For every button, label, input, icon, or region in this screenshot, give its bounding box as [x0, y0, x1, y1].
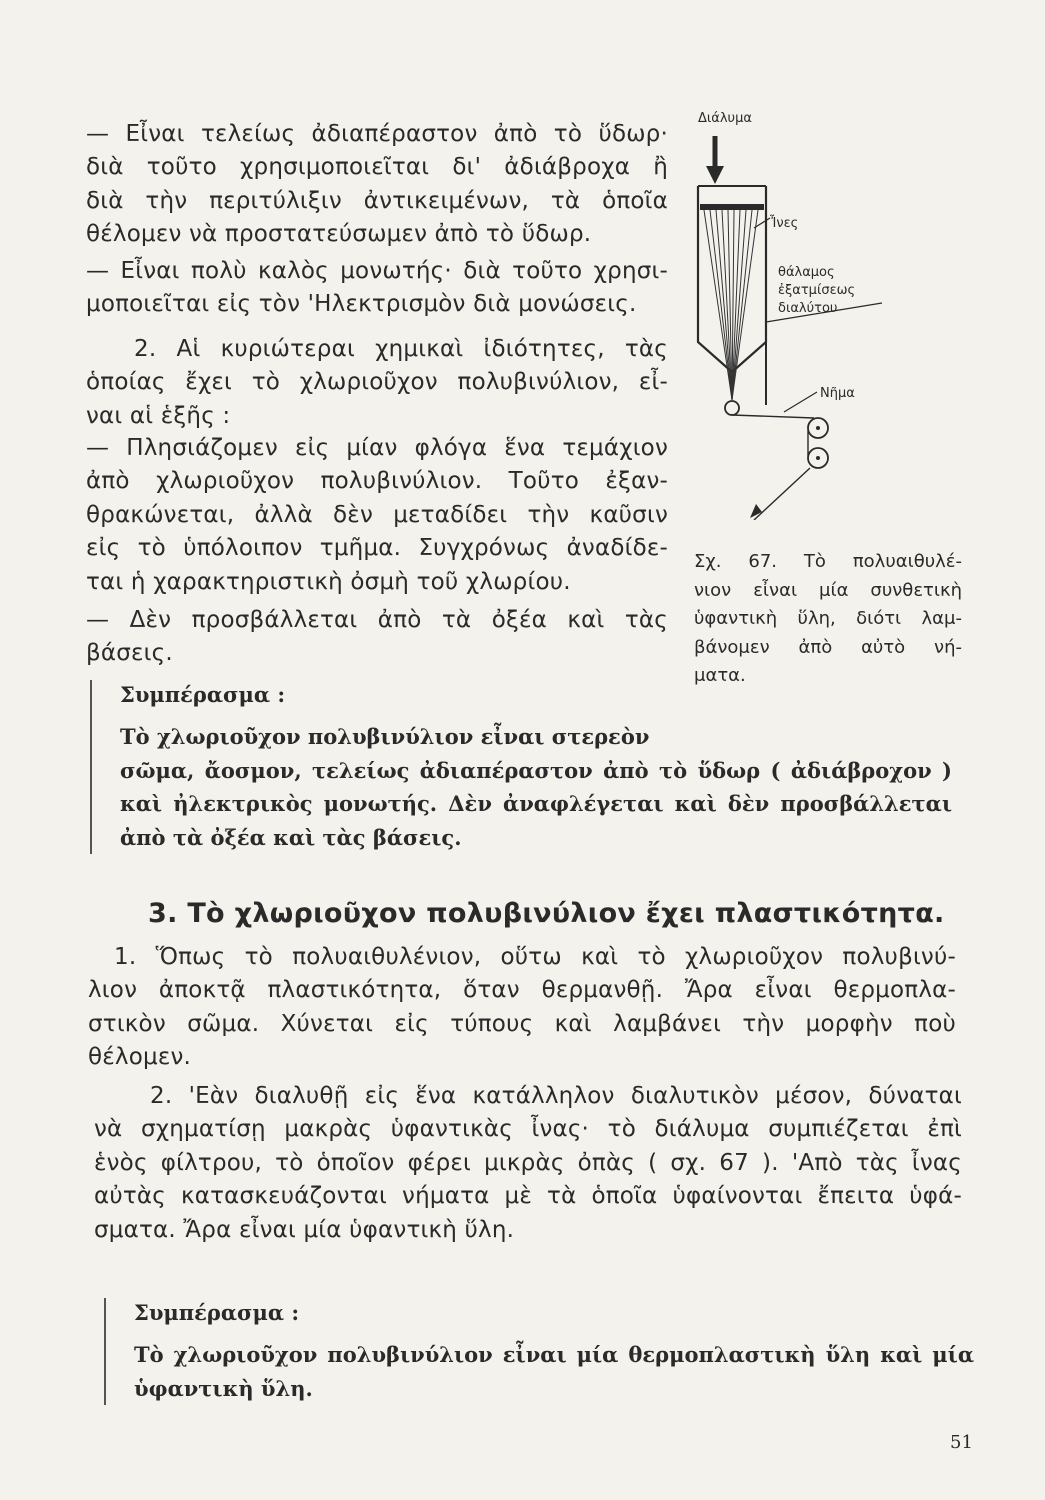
fibers-group: [704, 210, 758, 400]
text-line: θρακώνεται, ἀλλὰ δὲν μεταδίδει τὴν καῦσιν: [86, 501, 668, 528]
conclusion-box: [104, 1298, 974, 1405]
page-number: 51: [950, 1432, 973, 1453]
text-line: εἰς τὸ ὑπόλοιπον τμῆμα. Συγχρόνως ἀναδίδε-: [86, 535, 668, 562]
paragraph-chemical-properties: [86, 333, 668, 433]
guide-pulley: [725, 401, 739, 415]
text-line: ὁποίας ἔχει τὸ χλωριοῦχον πολυβινύλιον, εἶ-: [86, 369, 668, 396]
text-line: διὰ τοῦτο χρησιμοποιεῖται δι' ἀδιάβροχα ἢ: [86, 154, 668, 181]
text-line: 1. Ὅπως τὸ πολυαιθυλένιον, οὕτω καὶ τὸ χλωριοῦχον πολυβινύ-: [114, 944, 956, 970]
label-fibers: Ἶνες: [770, 216, 799, 231]
caption-line: βάνομεν ἀπὸ αὐτὸ νή-: [694, 636, 962, 658]
paragraph-acids-bases: [86, 604, 668, 671]
caption-line: Σχ. 67. Τὸ πολυαιθυλέ-: [694, 551, 962, 572]
label-chamber: διαλύτου: [778, 301, 838, 316]
thread-output: [754, 468, 810, 520]
conclusion-heading: Συμπέρασμα :: [134, 1300, 300, 1325]
text-line: 2. Αἱ κυριώτεραι χημικαὶ ἰδιότητες, τὰς: [134, 336, 668, 362]
conclusion-line: ἀπὸ τὰ ὀξέα καὶ τὰς βάσεις.: [120, 824, 462, 850]
conclusion-line: Τὸ χλωριοῦχον πολυβινύλιον εἶναι στερεὸν: [120, 724, 650, 749]
paragraph-plasticity: [88, 941, 956, 1075]
text-line: 2. 'Εὰν διαλυθῇ εἰς ἕνα κατάλληλον διαλυτικὸν μέσον, δύναται: [150, 1083, 962, 1109]
text-line: ται ἡ χαρακτηριστικὴ ὀσμὴ τοῦ χλωρίου.: [86, 568, 571, 595]
paragraph-waterproof: [86, 118, 668, 252]
text-line: σματα. Ἄρα εἶναι μία ὑφαντικὴ ὕλη.: [94, 1216, 515, 1243]
text-line: αὐτὰς κατασκευάζονται νήματα μὲ τὰ ὁποῖα ὑφαίνονται ἔπειτα ὑφά-: [94, 1183, 962, 1210]
text-line: — Πλησιάζομεν εἰς μίαν φλόγα ἕνα τεμάχιον: [86, 435, 668, 461]
thread-arrow-icon: [750, 504, 762, 518]
text-line: — Εἶναι πολὺ καλὸς μονωτής· διὰ τοῦτο χρησι-: [86, 258, 668, 284]
solution-arrow-icon: [706, 166, 724, 184]
paragraph-flame-test: [86, 432, 668, 599]
thread-line: [732, 415, 814, 418]
section-heading: 3. Τὸ χλωριοῦχον πολυβινύλιον ἔχει πλαστικότητα.: [148, 898, 945, 929]
label-chamber: θάλαμος: [778, 265, 835, 280]
text-line: ἑνὸς φίλτρου, τὸ ὁποῖον φέρει μικρὰς ὀπὰς ( σχ. 67 ). 'Απὸ τὰς ἶνας: [94, 1149, 962, 1176]
conclusion-line: Τὸ χλωριοῦχον πολυβινύλιον εἶναι μία θερμοπλαστικὴ ὕλη καὶ μία: [134, 1342, 974, 1367]
text-line: νὰ σχηματίσῃ μακρὰς ὑφαντικὰς ἶνας· τὸ διάλυμα συμπιέζεται ἐπὶ: [94, 1116, 962, 1143]
text-line: μοποιεῖται εἰς τὸν 'Ηλεκτρισμὸν διὰ μονώσεις.: [86, 291, 637, 318]
text-line: ναι αἱ ἑξῆς :: [86, 402, 231, 429]
caption-line: νιον εἶναι μία συνθετικὴ: [694, 579, 962, 601]
conclusion-line: σῶμα, ἄοσμον, τελείως ἀδιαπέραστον ἀπὸ τὸ ὕδωρ ( ἀδιάβροχον ): [120, 757, 952, 783]
text-line: λιον ἀποκτᾷ πλαστικότητα, ὅταν θερμανθῇ. Ἄρα εἶναι θερμοπλα-: [88, 977, 956, 1004]
figure-caption: [694, 548, 962, 691]
paragraph-fibers: [94, 1080, 962, 1247]
figure-spinning-apparatus: [692, 100, 972, 520]
label-chamber: ἐξατμίσεως: [778, 283, 856, 298]
evaporation-chamber: [698, 186, 766, 372]
label-solution: Διάλυμα: [698, 111, 752, 126]
text-line: διὰ τὴν περιτύλιξιν ἀντικειμένων, τὰ ὁποῖα: [86, 187, 668, 214]
conclusion-line: καὶ ἠλεκτρικὸς μονωτής. Δὲν ἀναφλέγεται καὶ δὲν προσβάλλεται: [120, 791, 952, 816]
conclusion-line: ὑφαντικὴ ὕλη.: [134, 1375, 313, 1401]
text-line: — Εἶναι τελείως ἀδιαπέραστον ἀπὸ τὸ ὕδωρ·: [86, 121, 668, 147]
text-line: θέλομεν νὰ προστατεύσωμεν ἀπὸ τὸ ὕδωρ.: [86, 221, 592, 248]
caption-line: ματα.: [694, 665, 746, 686]
conclusion-heading: Συμπέρασμα :: [120, 682, 286, 707]
label-thread: Νῆμα: [820, 386, 855, 401]
text-line: ἀπὸ χλωριοῦχον πολυβινύλιον. Τοῦτο ἐξαν-: [86, 468, 668, 495]
spinning-apparatus-diagram: [692, 100, 972, 520]
filter-plate: [700, 204, 764, 210]
conclusion-box: [90, 680, 952, 854]
text-line: θέλομεν.: [88, 1044, 192, 1071]
caption-line: ὑφαντικὴ ὕλη, διότι λαμ-: [694, 608, 962, 629]
text-line: στικὸν σῶμα. Χύνεται εἰς τύπους καὶ λαμβάνει τὴν μορφὴν ποὺ: [88, 1010, 956, 1037]
text-line: — Δὲν προσβάλλεται ἀπὸ τὰ ὀξέα καὶ τὰς βάσεις.: [86, 607, 668, 667]
paragraph-insulator: [86, 255, 668, 322]
